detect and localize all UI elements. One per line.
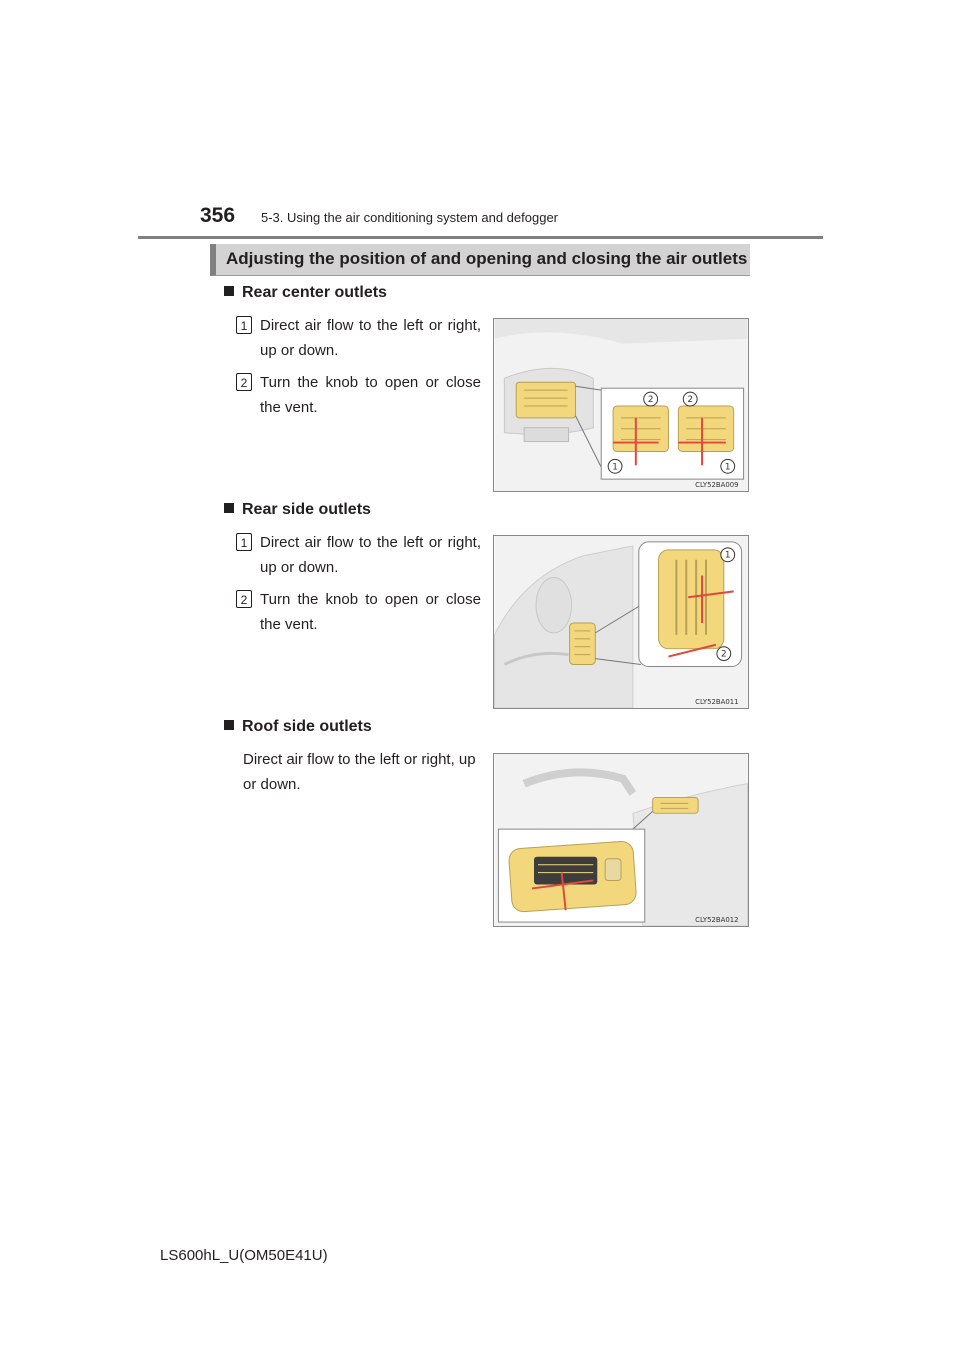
- section-banner: [210, 244, 750, 276]
- square-bullet-icon: [224, 720, 234, 730]
- page-number: 356: [200, 204, 236, 227]
- rear-side-outlet-illustration: [494, 536, 748, 708]
- roof-side-instruction: Direct air flow to the left or right, up or down.: [243, 751, 476, 793]
- figure-roof-side-outlets: [493, 753, 749, 927]
- step-number-badge: 1: [236, 316, 252, 334]
- step-text: Turn the knob to open or close the vent.: [260, 591, 481, 633]
- step-item: [236, 587, 481, 637]
- step-text: Direct air flow to the left or right, up or down.: [260, 317, 481, 359]
- step-text: Direct air flow to the left or right, up or down.: [260, 534, 481, 576]
- step-item: [236, 370, 481, 420]
- step-text: Turn the knob to open or close the vent.: [260, 374, 481, 416]
- step-item: [236, 530, 481, 580]
- chapter-title: 5-3. Using the air conditioning system and defogger: [261, 210, 559, 225]
- figure-rear-center-outlets: [493, 318, 749, 492]
- subheading-rear-center: Rear center outlets: [224, 284, 387, 302]
- figure-code: CLY52BA011: [695, 698, 739, 707]
- section-title: Adjusting the position of and opening and closing the air outlets: [226, 249, 748, 268]
- step-number-badge: 2: [236, 373, 252, 391]
- figure-code: CLY52BA009: [695, 481, 739, 490]
- rear-center-outlet-illustration: [494, 319, 748, 491]
- callout-label: 2: [720, 649, 727, 660]
- subheading-rear-side: Rear side outlets: [224, 501, 371, 519]
- callout-label: 1: [612, 462, 618, 473]
- figure-rear-side-outlets: [493, 535, 749, 709]
- footer-model-code: LS600hL_U(OM50E41U): [160, 1247, 328, 1264]
- step-item: [236, 313, 481, 363]
- callout-label: 2: [647, 395, 654, 406]
- callout-label: 1: [724, 462, 731, 473]
- roof-side-outlet-illustration: [494, 754, 748, 926]
- callout-label: 1: [724, 550, 731, 561]
- step-number-badge: 2: [236, 590, 252, 608]
- page-header: [138, 200, 823, 239]
- figure-code: CLY52BA012: [695, 916, 739, 925]
- square-bullet-icon: [224, 503, 234, 513]
- step-number-badge: 1: [236, 533, 252, 551]
- subheading-roof-side: Roof side outlets: [224, 718, 372, 736]
- square-bullet-icon: [224, 286, 234, 296]
- callout-label: 2: [687, 395, 694, 406]
